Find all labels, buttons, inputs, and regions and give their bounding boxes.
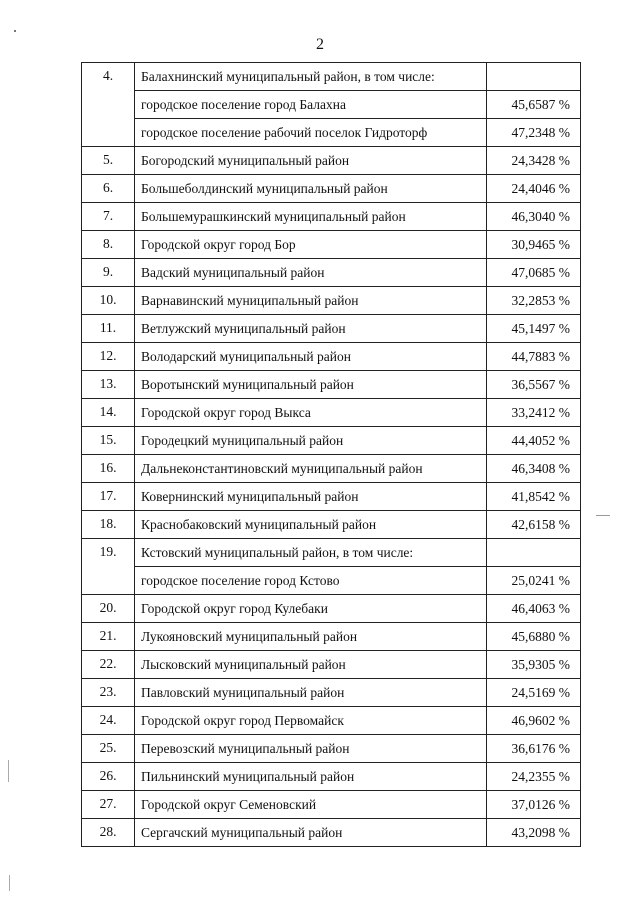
percentage-value: 41,8542 % xyxy=(487,483,581,511)
row-number: 26. xyxy=(82,763,135,791)
table-row xyxy=(82,679,581,707)
percentage-value: 30,9465 % xyxy=(487,231,581,259)
table-row xyxy=(82,455,581,483)
district-name: Городской округ Семеновский xyxy=(135,791,487,819)
district-name: Сергачский муниципальный район xyxy=(135,819,487,847)
district-percentage-table xyxy=(81,62,581,847)
table-row xyxy=(82,623,581,651)
district-name: Павловский муниципальный район xyxy=(135,679,487,707)
row-number: 24. xyxy=(82,707,135,735)
percentage-value: 37,0126 % xyxy=(487,791,581,819)
table-row xyxy=(82,343,581,371)
district-name: Пильнинский муниципальный район xyxy=(135,763,487,791)
district-name: Перевозский муниципальный район xyxy=(135,735,487,763)
district-name: Большеболдинский муниципальный район xyxy=(135,175,487,203)
percentage-value: 25,0241 % xyxy=(487,567,581,595)
table-row xyxy=(82,511,581,539)
district-name: Городецкий муниципальный район xyxy=(135,427,487,455)
district-name: Вадский муниципальный район xyxy=(135,259,487,287)
percentage-value: 46,4063 % xyxy=(487,595,581,623)
district-name: Лукояновский муниципальный район xyxy=(135,623,487,651)
table-row xyxy=(82,763,581,791)
table-row xyxy=(82,231,581,259)
row-number: 11. xyxy=(82,315,135,343)
percentage-value xyxy=(487,539,581,567)
row-number: 17. xyxy=(82,483,135,511)
percentage-value: 24,5169 % xyxy=(487,679,581,707)
percentage-value: 35,9305 % xyxy=(487,651,581,679)
percentage-value xyxy=(487,63,581,91)
table-row xyxy=(82,483,581,511)
row-number: 10. xyxy=(82,287,135,315)
district-name: Ветлужский муниципальный район xyxy=(135,315,487,343)
percentage-value: 44,4052 % xyxy=(487,427,581,455)
row-number: 22. xyxy=(82,651,135,679)
percentage-value: 46,3040 % xyxy=(487,203,581,231)
row-number: 6. xyxy=(82,175,135,203)
row-number: 14. xyxy=(82,399,135,427)
percentage-value: 47,0685 % xyxy=(487,259,581,287)
percentage-value: 45,6587 % xyxy=(487,91,581,119)
district-name: Лысковский муниципальный район xyxy=(135,651,487,679)
row-number: 25. xyxy=(82,735,135,763)
row-number: 8. xyxy=(82,231,135,259)
table-row xyxy=(82,259,581,287)
table-row xyxy=(82,91,581,119)
district-name: Воротынский муниципальный район xyxy=(135,371,487,399)
percentage-value: 46,3408 % xyxy=(487,455,581,483)
row-number: 9. xyxy=(82,259,135,287)
percentage-value: 24,4046 % xyxy=(487,175,581,203)
percentage-value: 42,6158 % xyxy=(487,511,581,539)
scan-speck xyxy=(596,515,610,516)
row-number: 7. xyxy=(82,203,135,231)
row-number: 23. xyxy=(82,679,135,707)
table-row xyxy=(82,539,581,567)
district-name: Балахнинский муниципальный район, в том числе: xyxy=(135,63,487,91)
percentage-value: 45,1497 % xyxy=(487,315,581,343)
scan-speck xyxy=(9,875,10,891)
district-name: Городской округ город Выкса xyxy=(135,399,487,427)
percentage-value: 47,2348 % xyxy=(487,119,581,147)
district-name: Ковернинский муниципальный район xyxy=(135,483,487,511)
district-name: Варнавинский муниципальный район xyxy=(135,287,487,315)
row-number: 18. xyxy=(82,511,135,539)
district-name: Городской округ город Первомайск xyxy=(135,707,487,735)
row-number: 15. xyxy=(82,427,135,455)
percentage-value: 36,6176 % xyxy=(487,735,581,763)
row-number: 13. xyxy=(82,371,135,399)
table-row xyxy=(82,315,581,343)
row-number: 5. xyxy=(82,147,135,175)
row-number: 27. xyxy=(82,791,135,819)
district-name: Городской округ город Кулебаки xyxy=(135,595,487,623)
percentage-value: 24,3428 % xyxy=(487,147,581,175)
district-name: городское поселение город Балахна xyxy=(135,91,487,119)
row-number: 4. xyxy=(82,63,135,147)
table-row xyxy=(82,567,581,595)
district-name: Большемурашкинский муниципальный район xyxy=(135,203,487,231)
percentage-value: 24,2355 % xyxy=(487,763,581,791)
table-row xyxy=(82,735,581,763)
table-row xyxy=(82,427,581,455)
percentage-value: 44,7883 % xyxy=(487,343,581,371)
table-row xyxy=(82,147,581,175)
percentage-value: 43,2098 % xyxy=(487,819,581,847)
table-row xyxy=(82,819,581,847)
district-name: Кстовский муниципальный район, в том числе: xyxy=(135,539,487,567)
district-name: Городской округ город Бор xyxy=(135,231,487,259)
table-row xyxy=(82,203,581,231)
percentage-value: 36,5567 % xyxy=(487,371,581,399)
percentage-value: 46,9602 % xyxy=(487,707,581,735)
scan-speck xyxy=(14,30,16,32)
percentage-value: 32,2853 % xyxy=(487,287,581,315)
table-row xyxy=(82,119,581,147)
table-row xyxy=(82,399,581,427)
district-name: Богородский муниципальный район xyxy=(135,147,487,175)
row-number: 21. xyxy=(82,623,135,651)
row-number: 12. xyxy=(82,343,135,371)
percentage-value: 33,2412 % xyxy=(487,399,581,427)
table-row xyxy=(82,651,581,679)
percentage-value: 45,6880 % xyxy=(487,623,581,651)
table-row xyxy=(82,287,581,315)
row-number: 19. xyxy=(82,539,135,595)
table-row xyxy=(82,371,581,399)
district-name: Краснобаковский муниципальный район xyxy=(135,511,487,539)
scan-speck xyxy=(8,760,9,782)
district-name: Дальнеконстантиновский муниципальный район xyxy=(135,455,487,483)
district-name: Володарский муниципальный район xyxy=(135,343,487,371)
district-name: городское поселение рабочий поселок Гидроторф xyxy=(135,119,487,147)
row-number: 16. xyxy=(82,455,135,483)
table-row xyxy=(82,707,581,735)
table-row xyxy=(82,63,581,91)
district-name: городское поселение город Кстово xyxy=(135,567,487,595)
row-number: 28. xyxy=(82,819,135,847)
table-row xyxy=(82,595,581,623)
row-number: 20. xyxy=(82,595,135,623)
table-row xyxy=(82,791,581,819)
table-row xyxy=(82,175,581,203)
page-number: 2 xyxy=(316,36,324,53)
